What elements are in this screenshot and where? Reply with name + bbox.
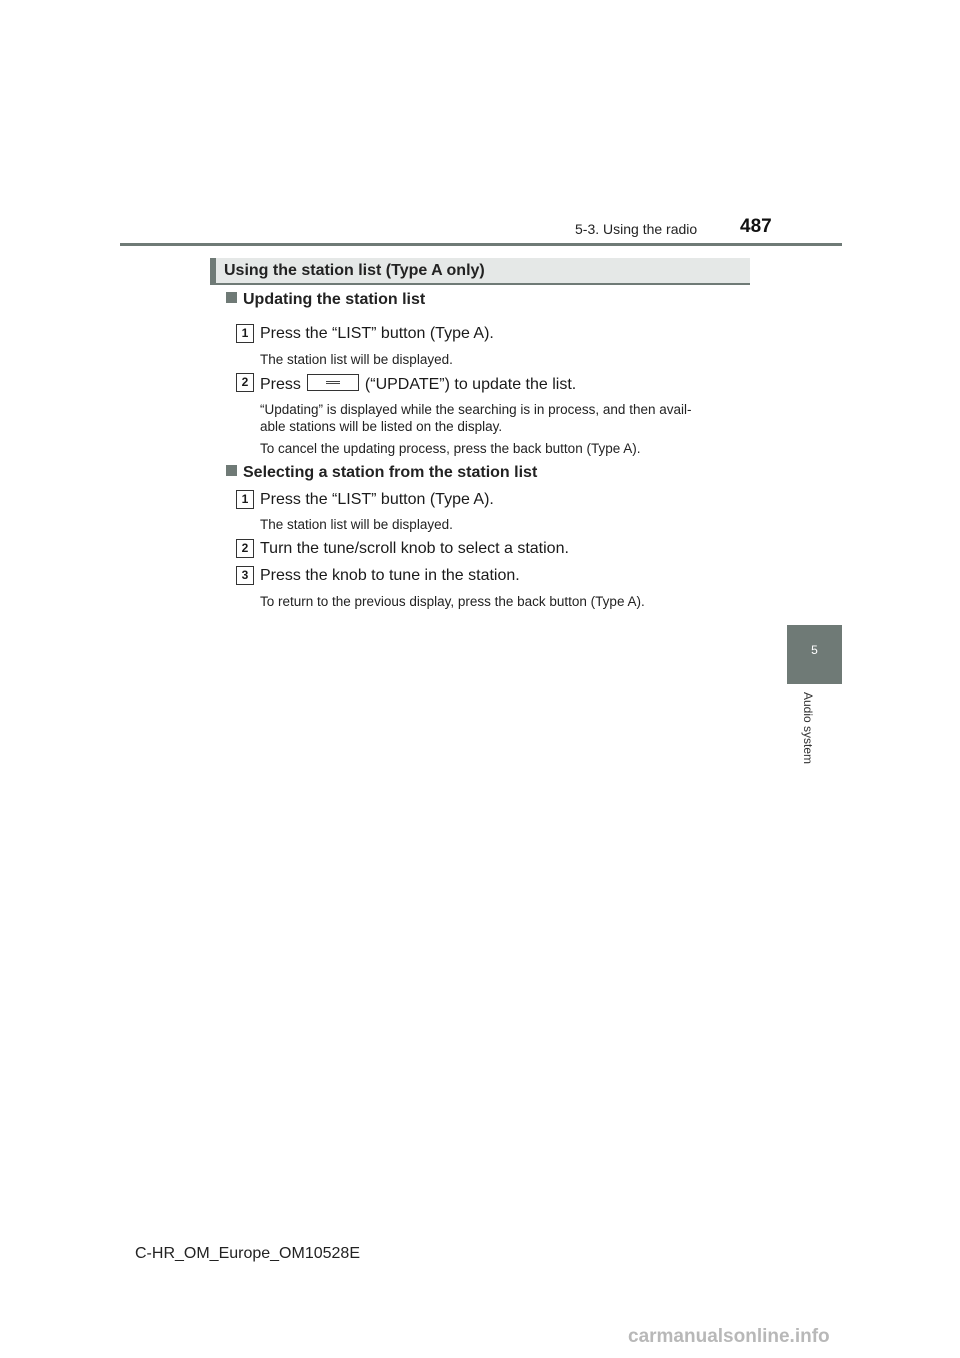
step-note-line2: able stations will be listed on the display. <box>260 419 503 434</box>
update-button-icon <box>307 374 359 391</box>
step-note: The station list will be displayed. <box>260 352 453 367</box>
square-bullet-icon <box>226 292 237 303</box>
subheading-updating-text: Updating the station list <box>243 291 426 308</box>
step-number-badge: 1 <box>236 490 254 509</box>
step-text-prefix: Press <box>260 376 301 393</box>
step-note: To return to the previous display, press the back button (Type A). <box>260 594 645 609</box>
step-text: Press the “LIST” button (Type A). <box>260 491 494 508</box>
page-number: 487 <box>740 216 772 237</box>
step-number-badge: 2 <box>236 539 254 558</box>
step-text-suffix: (“UPDATE”) to update the list. <box>364 376 577 393</box>
step-note-cancel: To cancel the updating process, press the back button (Type A). <box>260 441 641 456</box>
equals-icon <box>326 381 340 384</box>
subheading-updating <box>226 291 425 309</box>
header-section-title: 5-3. Using the radio <box>575 221 698 237</box>
document-id: C-HR_OM_Europe_OM10528E <box>135 1245 360 1262</box>
chapter-tab-label: Audio system <box>801 692 815 765</box>
step-text-update <box>260 374 576 394</box>
step-text: Press the “LIST” button (Type A). <box>260 325 494 342</box>
subheading-selecting <box>226 464 537 482</box>
chapter-tab-number: 5 <box>811 643 818 657</box>
subheading-selecting-text: Selecting a station from the station list <box>243 464 538 481</box>
step-note-line1: “Updating” is displayed while the searching is in process, and then avail- <box>260 402 692 417</box>
step-text: Press the knob to tune in the station. <box>260 567 520 584</box>
step-number-badge: 2 <box>236 373 254 392</box>
step-number-badge: 3 <box>236 566 254 585</box>
square-bullet-icon <box>226 465 237 476</box>
watermark: carmanualsonline.info <box>628 1326 830 1347</box>
section-heading-accent <box>210 258 216 285</box>
step-note: The station list will be displayed. <box>260 517 453 532</box>
step-number-badge: 1 <box>236 324 254 343</box>
section-title: Using the station list (Type A only) <box>224 262 485 279</box>
step-text: Turn the tune/scroll knob to select a station. <box>260 540 569 557</box>
header-divider <box>120 243 842 246</box>
